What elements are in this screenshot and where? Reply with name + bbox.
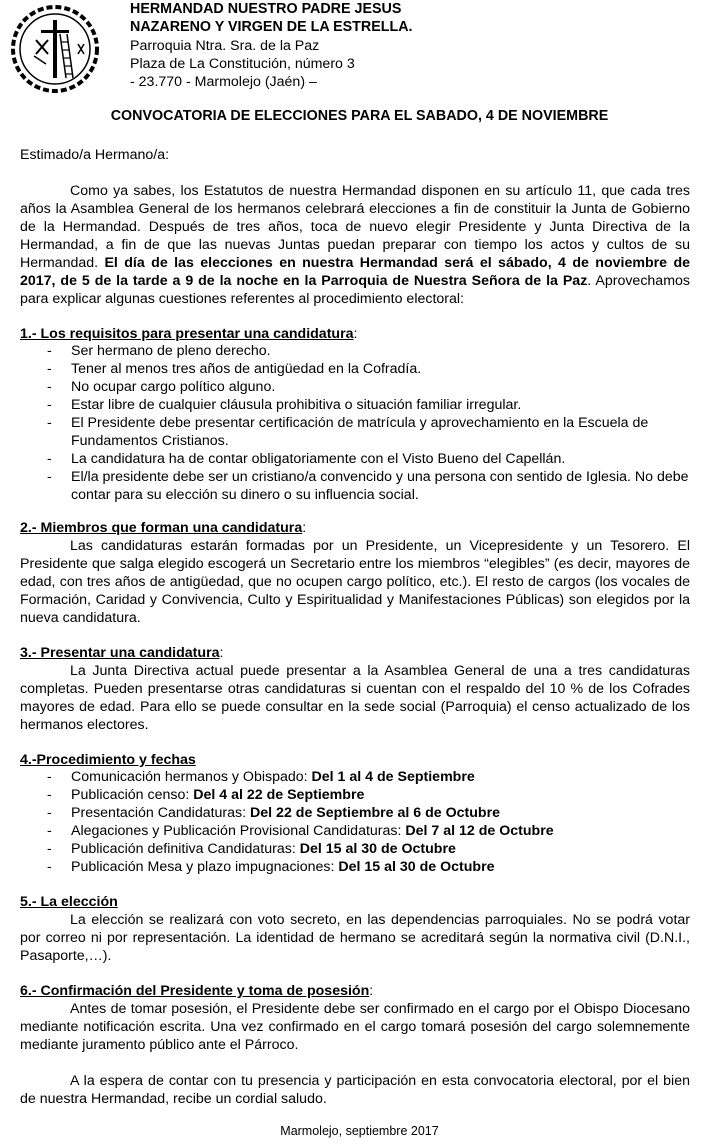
step-label: Alegaciones y Publicación Provisional Candidaturas: <box>71 823 406 839</box>
section3-colon: : <box>219 645 224 661</box>
requirement-text: El/la presidente debe ser un cristiano/a convencido y una persona con sentido de Iglesia. No debe contar para su elección su dinero o su influencia social. <box>71 469 689 503</box>
section3-heading <box>20 644 690 662</box>
step-label: Presentación Candidaturas: <box>71 805 251 821</box>
step-label: Publicación Mesa y plazo impugnaciones: <box>71 859 339 875</box>
section4-heading <box>20 751 690 769</box>
section2-paragraph <box>20 537 690 627</box>
requirement-text: Tener al menos tres años de antigüedad en la Cofradía. <box>71 361 422 377</box>
intro-text2: . Aprovechamos para explicar algunas cuestiones referentes al procedimiento electoral: <box>20 273 690 307</box>
section6-title: 6.- Confirmación del Presidente y toma de posesión <box>20 983 370 999</box>
step-date: Del 22 de Septiembre al 6 de Octubre <box>250 805 500 821</box>
list-item: - Alegaciones y Publicación Provisional Candidaturas: Del 7 al 12 de Octubre <box>47 823 554 839</box>
place-date-footer: Marmolejo, septiembre 2017 <box>280 1124 439 1138</box>
section1-requirements-list <box>20 342 690 504</box>
step-date: Del 15 al 30 de Octubre <box>299 841 456 857</box>
list-item: - El/la presidente debe ser un cristiano/a convencido y una persona con sentido de Iglesia. No debe contar para su elección su dinero o su influencia social. <box>47 469 689 503</box>
list-item: - Tener al menos tres años de antigüedad en la Cofradía. <box>47 361 422 377</box>
section1-title: 1.- Los requisitos para presentar una candidatura <box>20 326 354 342</box>
requirement-text: No ocupar cargo político alguno. <box>71 379 276 395</box>
step-label: Publicación definitiva Candidaturas: <box>71 841 300 857</box>
brotherhood-emblem-logo <box>10 4 100 94</box>
address-line2: Plaza de La Constitución, número 3 <box>130 56 355 72</box>
step-label: Comunicación hermanos y Obispado: <box>71 769 312 785</box>
list-item: - El Presidente debe presentar certificación de matrícula y aprovechamiento en la Escuela de Fundamentos Cristianos. <box>47 415 649 449</box>
list-item: - Presentación Candidaturas: Del 22 de Septiembre al 6 de Octubre <box>47 805 500 821</box>
step-date: Del 7 al 12 de Octubre <box>405 823 554 839</box>
list-item: - Estar libre de cualquier cláusula prohibitiva o situación familiar irregular. <box>47 397 522 413</box>
section4-title: 4.-Procedimiento y fechas <box>20 752 196 768</box>
section6-heading <box>20 982 690 1000</box>
section6-paragraph <box>20 1000 690 1054</box>
requirement-text: Ser hermano de pleno derecho. <box>71 343 271 359</box>
list-item: - Ser hermano de pleno derecho. <box>47 343 271 359</box>
list-item: - No ocupar cargo político alguno. <box>47 379 276 395</box>
requirement-text: El Presidente debe presentar certificación de matrícula y aprovechamiento en la Escuela de Fundamentos Cristianos. <box>71 415 649 449</box>
section2-heading <box>20 519 690 537</box>
section5-text: La elección se realizará con voto secreto, en las dependencias parroquiales. No se podrá votar por correo ni por representación. La identidad de hermano se acreditará según la normativa civil (D.N.I., Pasaporte,…). <box>20 912 690 964</box>
section1-colon: : <box>353 326 358 342</box>
section1-heading <box>20 325 690 343</box>
intro-election-date: El día de las elecciones en nuestra Hermandad será el sábado, 4 de noviembre de 2017, de 5 de la tarde a 9 de la noche en la Parroquia de Nuestra Señora de la Paz <box>20 255 690 289</box>
step-date: Del 15 al 30 de Octubre <box>338 859 495 875</box>
list-item: - Comunicación hermanos y Obispado: Del 1 al 4 de Septiembre <box>47 769 475 785</box>
org-name-line2: NAZARENO Y VIRGEN DE LA ESTRELLA. <box>130 19 413 35</box>
document-title: CONVOCATORIA DE ELECCIONES PARA EL SABADO, 4 DE NOVIEMBRE <box>110 108 609 124</box>
section5-heading <box>20 893 690 911</box>
step-label: Publicación censo: <box>71 787 194 803</box>
intro-text1: Como ya sabes, los Estatutos de nuestra Hermandad disponen en su artículo 11, que cada tres años la Asamblea General de los hermanos celebrará elecciones a fin de constituir la Junta de Gobierno de la Hermandad. Después de tres años, toca de nuevo elegir Presidente y Junta Directiva de la Hermandad, a fin de que las nuevas Juntas puedan preparar con tiempo los actos y cultos de su Hermandad. <box>20 183 690 271</box>
section5-title: 5.- La elección <box>20 894 118 910</box>
list-item: - Publicación definitiva Candidaturas: Del 15 al 30 de Octubre <box>47 841 456 857</box>
section2-title: 2.- Miembros que forman una candidatura <box>20 520 303 536</box>
address-line3: - 23.770 - Marmolejo (Jaén) – <box>130 74 317 90</box>
org-name-line1: HERMANDAD NUESTRO PADRE JESUS <box>130 1 402 17</box>
step-date: Del 1 al 4 de Septiembre <box>311 769 475 785</box>
intro-paragraph <box>20 182 690 308</box>
section3-text: La Junta Directiva actual puede presentar a la Asamblea General de una a tres candidaturas completas. Pueden presentarse otras candidaturas si cuentan con el respaldo del 10 % de los Cofrades mayores de edad. Para ello se puede consultar en la sede social (Parroquia) el censo actualizado de los hermanos electores. <box>20 663 690 733</box>
section3-title: 3.- Presentar una candidatura <box>20 645 220 661</box>
step-date: Del 4 al 22 de Septiembre <box>193 787 365 803</box>
list-item: - Publicación censo: Del 4 al 22 de Septiembre <box>47 787 365 803</box>
list-item: - La candidatura ha de contar obligatoriamente con el Visto Bueno del Capellán. <box>47 451 566 467</box>
list-item: - Publicación Mesa y plazo impugnaciones: Del 15 al 30 de Octubre <box>47 859 495 875</box>
address-line1: Parroquia Ntra. Sra. de la Paz <box>130 38 320 54</box>
section2-colon: : <box>302 520 307 536</box>
section2-text: Las candidaturas estarán formadas por un Presidente, un Vicepresidente y un Tesorero. El Presidente que salga elegido escogerá un Secretario entre los miembros “elegibles” (es decir, mayores de edad, con tres años de antigüedad, que no ocupen cargo político, etc.). El resto de cargos (los vocales de Formación, Caridad y Convivencia, Culto y Espiritualidad y Manifestaciones Públicas) son elegidos por la nueva candidatura. <box>20 538 690 626</box>
section6-colon: : <box>369 983 374 999</box>
section6-text: Antes de tomar posesión, el Presidente debe ser confirmado en el cargo por el Obispo Diocesano mediante notificación escrita. Una vez confirmado en el cargo tomará posesión del cargo solemnemente mediante juramento público ante el Párroco. <box>20 1001 690 1053</box>
section3-paragraph <box>20 662 690 734</box>
section5-paragraph <box>20 911 690 965</box>
closing-text: A la espera de contar con tu presencia y participación en esta convocatoria electoral, por el bien de nuestra Hermandad, recibe un cordial saludo. <box>20 1073 690 1107</box>
requirement-text: La candidatura ha de contar obligatoriamente con el Visto Bueno del Capellán. <box>71 451 566 467</box>
requirement-text: Estar libre de cualquier cláusula prohibitiva o situación familiar irregular. <box>71 397 522 413</box>
section4-dates-list <box>20 768 690 876</box>
greeting: Estimado/a Hermano/a: <box>20 147 170 163</box>
closing-paragraph <box>20 1072 690 1108</box>
